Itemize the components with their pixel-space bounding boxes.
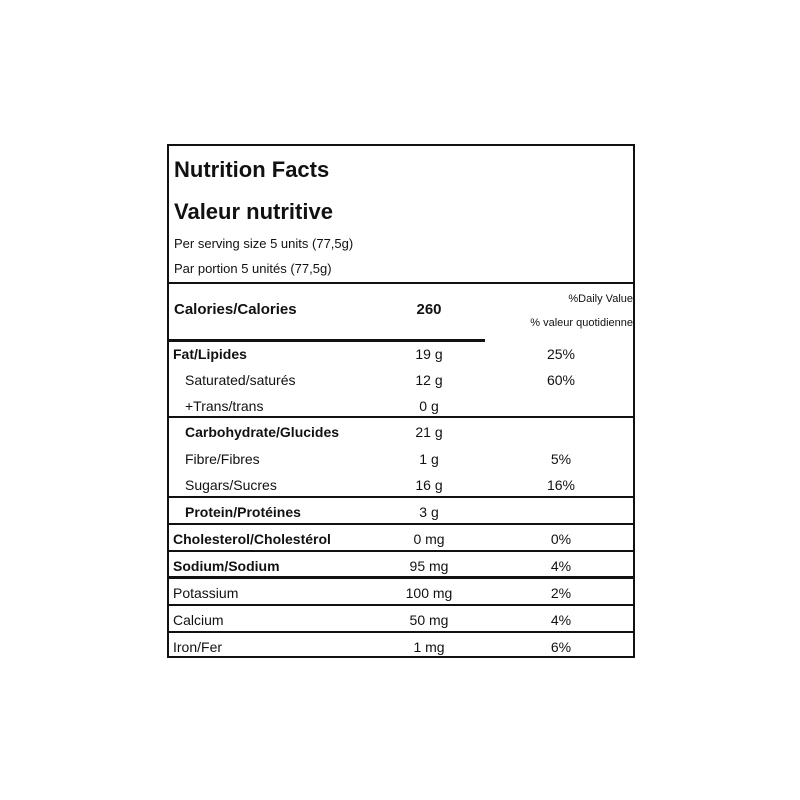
nutrient-daily-value: 0% xyxy=(550,531,572,547)
nutrient-row-cholesterol xyxy=(169,526,633,553)
nutrient-name: Iron/Fer xyxy=(173,639,223,655)
nutrient-amount: 50 mg xyxy=(409,612,449,628)
divider xyxy=(169,416,633,418)
nutrient-daily-value: 4% xyxy=(550,558,572,574)
daily-value-header-french: % valeur quotidienne xyxy=(530,317,633,329)
nutrient-row-sugars xyxy=(169,472,633,499)
nutrient-name: Carbohydrate/Glucides xyxy=(185,424,340,440)
nutrient-amount: 21 g xyxy=(415,424,443,440)
nutrient-name: Saturated/saturés xyxy=(185,372,296,388)
calories-label: Calories/Calories xyxy=(174,301,297,318)
nutrient-row-protein xyxy=(169,499,633,526)
nutrient-amount: 1 g xyxy=(419,451,439,467)
nutrient-amount: 0 g xyxy=(419,398,439,414)
nutrient-amount: 95 mg xyxy=(409,558,449,574)
nutrient-name: Cholesterol/Cholestérol xyxy=(173,531,331,547)
nutrient-row-saturated xyxy=(169,367,633,394)
label-header xyxy=(169,146,633,284)
divider xyxy=(169,604,633,606)
calories-value: 260 xyxy=(416,301,442,318)
nutrient-amount: 0 mg xyxy=(413,531,445,547)
nutrient-row-carbohydrate xyxy=(169,419,633,446)
calories-row xyxy=(169,284,633,339)
nutrient-name: Potassium xyxy=(173,585,239,601)
nutrient-row-calcium xyxy=(169,607,633,634)
nutrient-daily-value: 5% xyxy=(550,451,572,467)
nutrient-daily-value: 6% xyxy=(550,639,572,655)
title-english: Nutrition Facts xyxy=(174,157,330,182)
nutrient-daily-value: 25% xyxy=(546,346,576,362)
nutrient-name: Fibre/Fibres xyxy=(185,451,260,467)
divider-thick xyxy=(169,576,633,579)
nutrient-amount: 100 mg xyxy=(405,585,453,601)
nutrient-amount: 12 g xyxy=(415,372,443,388)
nutrient-daily-value: 4% xyxy=(550,612,572,628)
divider xyxy=(169,550,633,552)
nutrient-name: Calcium xyxy=(173,612,224,628)
nutrient-daily-value: 2% xyxy=(550,585,572,601)
nutrient-name: Sugars/Sucres xyxy=(185,477,277,493)
nutrient-amount: 19 g xyxy=(415,346,443,362)
nutrient-row-fat xyxy=(169,341,633,368)
nutrient-daily-value: 16% xyxy=(546,477,576,493)
nutrient-row-fibre xyxy=(169,446,633,473)
divider xyxy=(169,496,633,498)
nutrient-name: +Trans/trans xyxy=(185,398,264,414)
nutrient-row-iron xyxy=(169,634,633,661)
nutrient-row-potassium xyxy=(169,580,633,607)
divider xyxy=(169,523,633,525)
nutrient-name: Fat/Lipides xyxy=(173,346,247,362)
nutrient-amount: 3 g xyxy=(419,504,439,520)
nutrient-name: Protein/Protéines xyxy=(185,504,301,520)
daily-value-header-english: %Daily Value xyxy=(568,293,633,305)
nutrient-daily-value: 60% xyxy=(546,372,576,388)
nutrient-amount: 16 g xyxy=(415,477,443,493)
nutrition-facts-label xyxy=(167,144,635,658)
serving-size-english: Per serving size 5 units (77,5g) xyxy=(174,236,354,251)
daily-value-header xyxy=(483,287,633,335)
nutrient-amount: 1 mg xyxy=(413,639,445,655)
divider xyxy=(169,631,633,633)
title-french: Valeur nutritive xyxy=(174,199,333,224)
nutrient-name: Sodium/Sodium xyxy=(173,558,280,574)
serving-size-french: Par portion 5 unités (77,5g) xyxy=(174,261,332,276)
